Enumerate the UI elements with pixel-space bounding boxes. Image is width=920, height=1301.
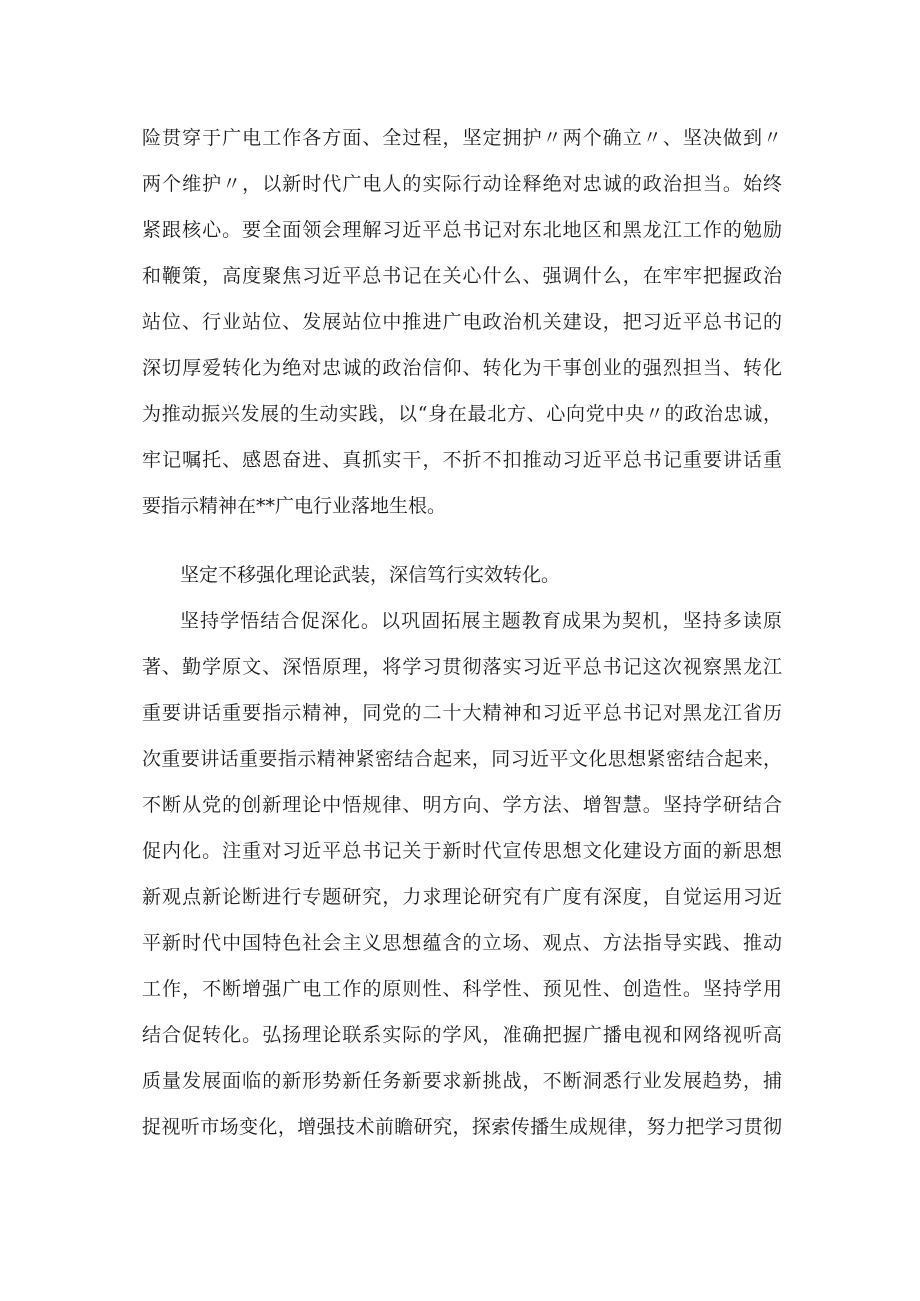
paragraph-2-line: 坚持学悟结合促深化。以巩固拓展主题教育成果为契机，坚持多读原 (180, 610, 782, 632)
paragraph-2-line: 著、勤学原文、深悟原理，将学习贯彻落实习近平总书记这次视察黑龙江 (142, 656, 782, 678)
paragraph-1 (142, 115, 782, 529)
paragraph-1-line: 和鞭策，高度聚焦习近平总书记在关心什么、强调什么，在牢牢把握政治 (142, 265, 782, 287)
paragraph-2-line: 平新时代中国特色社会主义思想蕴含的立场、观点、方法指导实践、推动 (142, 932, 782, 954)
paragraph-2 (142, 598, 782, 1150)
paragraph-1-line: 紧跟核心。要全面领会理解习近平总书记对东北地区和黑龙江工作的勉励 (142, 219, 782, 241)
paragraph-2-line: 质量发展面临的新形势新任务新要求新挑战，不断洞悉行业发展趋势，捕 (142, 1070, 782, 1092)
paragraph-2-line: 不断从党的创新理论中悟规律、明方向、学方法、增智慧。坚持学研结合 (142, 794, 782, 816)
paragraph-1-line: 站位、行业站位、发展站位中推进广电政治机关建设，把习近平总书记的 (142, 311, 782, 333)
paragraph-2-line: 新观点新论断进行专题研究，力求理论研究有广度有深度，自觉运用习近 (142, 886, 782, 908)
paragraph-1-line: 两个维护〃，以新时代广电人的实际行动诠释绝对忠诚的政治担当。始终 (142, 173, 782, 195)
paragraph-2-line: 结合促转化。弘扬理论联系实际的学风，准确把握广播电视和网络视听高 (142, 1024, 782, 1046)
paragraph-2-line: 重要讲话重要指示精神，同党的二十大精神和习近平总书记对黑龙江省历 (142, 702, 782, 724)
paragraph-2-line: 捉视听市场变化，增强技术前瞻研究，探索传播生成规律，努力把学习贯彻 (142, 1116, 782, 1138)
paragraph-2-line: 促内化。注重对习近平总书记关于新时代宣传思想文化建设方面的新思想 (142, 840, 782, 862)
paragraph-2-line: 工作，不断增强广电工作的原则性、科学性、预见性、创造性。坚持学用 (142, 978, 782, 1000)
paragraph-1-line: 牢记嘱托、感恩奋进、真抓实干，不折不扣推动习近平总书记重要讲话重 (142, 449, 782, 471)
section-heading-text: 坚定不移强化理论武装，深信笃行实效转化。 (180, 564, 561, 586)
paragraph-1-line: 为推动振兴发展的生动实践，以“身在最北方、心向党中央〃的政治忠诚， (142, 403, 782, 425)
paragraph-1-line: 要指示精神在**广电行业落地生根。 (142, 495, 447, 517)
paragraph-1-line: 险贯穿于广电工作各方面、全过程，坚定拥护〃两个确立〃、坚决做到〃 (142, 127, 782, 149)
paragraph-2-line: 次重要讲话重要指示精神紧密结合起来，同习近平文化思想紧密结合起来， (142, 748, 782, 770)
section-heading (142, 552, 782, 598)
paragraph-1-line: 深切厚爱转化为绝对忠诚的政治信仰、转化为干事创业的强烈担当、转化 (142, 357, 782, 379)
